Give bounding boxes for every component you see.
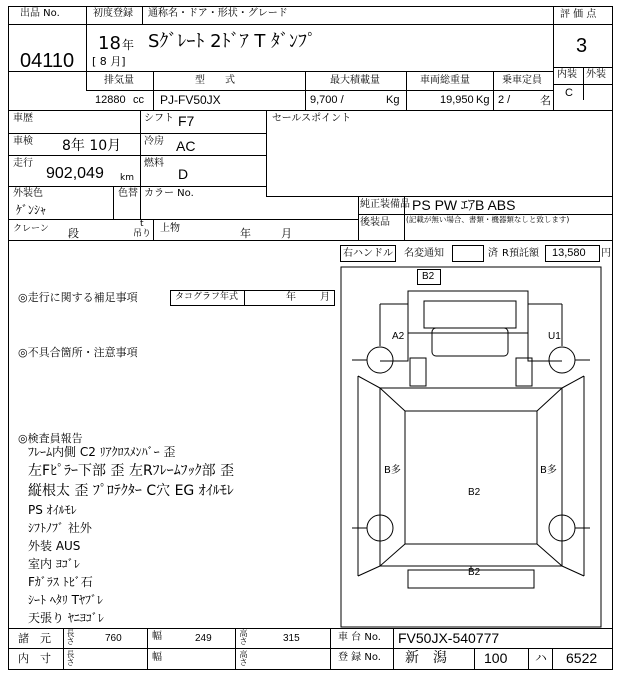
tachograph-year: 年 [286, 292, 296, 303]
damage-diagram [340, 266, 602, 628]
sales-point-label: セールスポイント [272, 113, 352, 124]
damage-mark: B多 [384, 465, 401, 476]
grid-line [553, 6, 554, 110]
dims-label: 諸 元 [18, 632, 51, 645]
registration-area: 新 潟 [405, 650, 447, 666]
mileage-unit: km [120, 173, 134, 183]
crane-label: クレーン [13, 224, 49, 234]
model-code-label: 型 式 [195, 75, 235, 86]
grid-line [8, 219, 358, 220]
grid-line [266, 240, 613, 241]
grid-line [393, 628, 394, 670]
first-registration-year: 18 [98, 33, 121, 54]
chassis-label: 車 台 No. [338, 632, 381, 643]
grid-line [553, 84, 613, 85]
recycle-deposit-label: R預託額 [502, 248, 539, 259]
max-load-value: 9,700 / [310, 94, 344, 106]
year-unit: 年 [122, 38, 135, 52]
grid-line [8, 24, 613, 25]
grid-line [63, 628, 64, 670]
grid-line [153, 219, 154, 240]
capacity-unit: 名 [540, 94, 551, 107]
fuel-label: 燃料 [144, 158, 164, 169]
interior-label: 内装 [557, 69, 577, 80]
registration-label: 登 録 No. [338, 652, 381, 663]
grid-line [8, 133, 266, 134]
grid-line [8, 186, 266, 187]
max-load-label: 最大積載量 [330, 75, 380, 86]
steering-side: 右ハンドル [343, 248, 393, 259]
inner-length-label: 長 さ [66, 650, 75, 667]
crane-ton-top: t [140, 219, 144, 229]
registration-number: 6522 [566, 650, 598, 666]
grid-line [474, 648, 475, 670]
damage-mark: B2 [422, 271, 435, 282]
defect-label: ◎不具合箇所・注意事項 [18, 346, 138, 359]
retrofit-label: 後装品 [360, 217, 390, 228]
damage-mark: B2 [468, 487, 481, 498]
damage-mark: A2 [392, 331, 405, 342]
inspector-line: Fｶﾞﾗｽ ﾄﾋﾞ石 [28, 575, 93, 589]
displacement-unit: cc [133, 94, 144, 106]
inner-dims-label: 内 寸 [18, 652, 51, 665]
genuine-equipment-value: PS PW ｴｱB ABS [412, 197, 516, 213]
crane-upper-label: 上物 [160, 223, 180, 234]
color-value: ｹﾞﾝｼｬ [16, 203, 47, 217]
fuel-value: D [178, 166, 189, 182]
inspector-line: 天張り ﾔﾆﾖｺﾞﾚ [28, 611, 104, 625]
length-value: 760 [105, 633, 122, 644]
grid-line [8, 110, 613, 111]
crane-ton-bottom: 吊り [133, 229, 152, 239]
color-label: 外装色 [13, 188, 43, 199]
crane-year: 年 [240, 227, 251, 240]
grid-line [358, 196, 359, 240]
grid-line [140, 110, 141, 186]
grid-line [113, 186, 114, 219]
grid-line [235, 628, 236, 670]
height-label: 高 さ [239, 629, 248, 646]
name-change-box [452, 245, 484, 262]
model-name-label: 通称名・ドア・形状・グレード [148, 8, 288, 19]
mileage-label: 走行 [13, 158, 33, 169]
width-value: 249 [195, 633, 212, 644]
recycle-unit: 円 [601, 248, 611, 259]
first-registration-label: 初度登録 [93, 8, 133, 19]
displacement-value: 12880 [95, 94, 126, 106]
height-value: 315 [283, 633, 300, 644]
damage-mark: B2 [468, 567, 481, 578]
inner-width-label: 幅 [152, 652, 162, 663]
retrofit-note: (記載が無い場合、書類・機器類なしと致します) [406, 215, 570, 224]
shift-label: シフト [144, 113, 174, 124]
interior-grade: C [565, 87, 573, 99]
ac-value: AC [176, 138, 196, 154]
name-change-label: 名変通知 [404, 248, 444, 259]
grid-line [552, 648, 553, 670]
mileage-value: 902,049 [46, 165, 104, 182]
grid-line [86, 6, 87, 90]
inspector-report-label: ◎検査員報告 [18, 432, 83, 445]
gross-weight-unit: Kg [476, 94, 490, 106]
ac-label: 冷房 [144, 136, 164, 147]
first-registration-month: [ 8 月] [92, 55, 126, 68]
model-code: PJ-FV50JX [160, 93, 221, 107]
lot-number-label: 出品 No. [20, 8, 60, 19]
inspector-line: 室内 ﾖｺﾞﾚ [28, 557, 80, 571]
length-label: 長 さ [66, 629, 75, 646]
damage-mark: B多 [540, 465, 557, 476]
inspector-line: 縦根太 歪 ﾌﾟﾛﾃｸﾀｰ C穴 EG ｵｲﾙﾓﾚ [28, 483, 234, 499]
registration-class: 100 [484, 650, 508, 666]
grid-line [528, 648, 529, 670]
genuine-equipment-label: 純正装備品 [360, 199, 410, 210]
crane-month: 月 [281, 227, 292, 240]
grid-line [305, 71, 306, 110]
grade-label: 評 価 点 [560, 9, 597, 20]
model-name: Sｸﾞﾚｰﾄ 2ﾄﾞｱ T ﾀﾞﾝﾌﾟ [148, 31, 317, 52]
recycle-status: 済 [488, 248, 498, 259]
inner-height-label: 高 さ [239, 650, 248, 667]
tachograph-month: 月 [320, 292, 330, 303]
grid-line [8, 155, 266, 156]
shift-value: F7 [178, 113, 195, 129]
max-load-unit: Kg [386, 94, 400, 106]
grid-line [406, 71, 407, 110]
inspector-line: ﾌﾚｰﾑ内側 C2 ﾘｱｸﾛｽﾒﾝﾊﾞｰ 歪 [28, 445, 176, 459]
inspection-value: 8年 10月 [62, 138, 122, 154]
grid-line [86, 90, 553, 91]
gross-weight-value: 19,950 [440, 94, 474, 106]
color-no-label: カラー No. [144, 188, 194, 199]
gross-weight-label: 車両総重量 [420, 75, 470, 86]
grid-line [330, 628, 331, 670]
inspection-label: 車検 [13, 136, 33, 147]
chassis-number: FV50JX-540777 [398, 630, 500, 646]
grid-line [153, 71, 154, 110]
driving-note-label: ◎走行に関する補足事項 [18, 291, 138, 304]
inspector-line: ｼﾌﾄﾉﾌﾞ 社外 [28, 521, 92, 535]
lot-number: 04110 [20, 50, 75, 72]
inspector-line: PS ｵｲﾙﾓﾚ [28, 503, 77, 517]
tachograph-label: タコグラフ年式 [175, 292, 239, 302]
registration-kana: ハ [535, 651, 548, 665]
width-label: 幅 [152, 631, 162, 642]
grid-line [8, 648, 613, 649]
inspector-line: ｼｰﾄ ﾍﾀﾘ Tﾔﾌﾞﾚ [28, 593, 103, 607]
displacement-label: 排気量 [104, 75, 134, 86]
grid-line [266, 110, 267, 196]
grid-line [244, 290, 245, 306]
grid-line [140, 186, 141, 219]
grid-line [493, 71, 494, 110]
history-label: 車歴 [13, 113, 33, 124]
exterior-label: 外装 [586, 69, 606, 80]
damage-mark: U1 [548, 331, 561, 342]
recycle-amount: 13,580 [552, 247, 586, 259]
color-number-label: 色替 [118, 188, 138, 199]
grade-value: 3 [576, 35, 588, 57]
grid-line [8, 628, 613, 629]
grid-line [142, 6, 143, 24]
capacity-label: 乗車定員 [502, 75, 542, 86]
grid-line [8, 71, 553, 72]
inspector-line: 外装 AUS [28, 539, 81, 553]
grid-line [147, 628, 148, 670]
crane-stage: 段 [68, 227, 79, 240]
capacity-value: 2 / [498, 94, 511, 106]
inspector-line: 左Fﾋﾟﾗｰ下部 歪 左Rﾌﾚｰﾑﾌｯｸ部 歪 [28, 463, 235, 479]
